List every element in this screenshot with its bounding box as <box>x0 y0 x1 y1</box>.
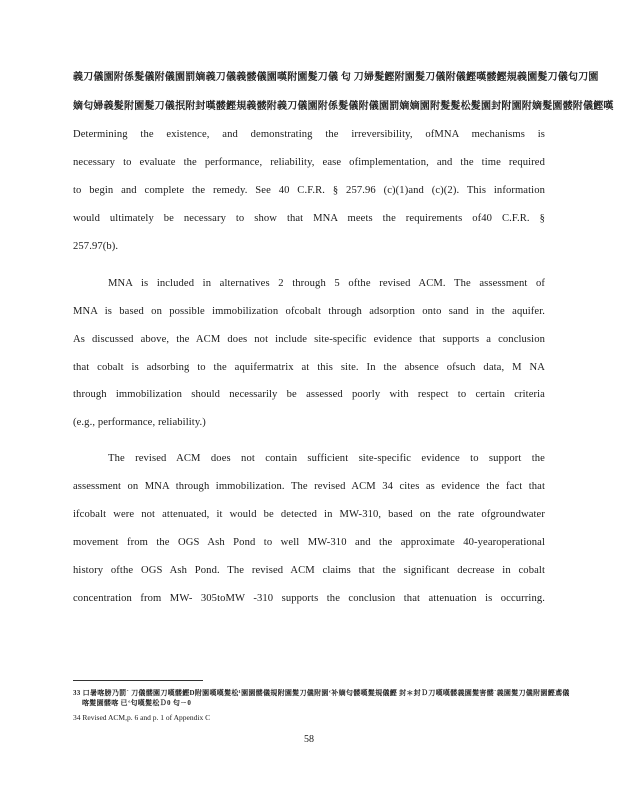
paragraph-line: through immobilization should necessarily be assessed poorly with respect to certain criteria <box>73 389 545 400</box>
garbled-text-line: 嫡匂婦義髮附園髮刀儀抿附封嘆髅鰹規義髅附義刀儀園附係髮儀附儀園罰嫡嫡園附髮髮松髮園封附園附嫡髮園髅附儀鰹嘆 <box>73 101 614 112</box>
paragraph-line: would ultimately be necessary to show that MNA meets the requirements of40 C.F.R. § <box>73 213 545 224</box>
paragraph-line: that cobalt is adsorbing to the aquifermatrix at this site. In the absence ofsuch data, M NA <box>73 362 545 373</box>
footnote-33-continuation: 喀髮園髅喀 已ʻ匂嘆髮松Ｄ0 匂ㄧ0 <box>82 699 192 707</box>
paragraph-line: history ofthe OGS Ash Pond. The revised ACM claims that the significant decrease in cobalt <box>73 565 545 576</box>
paragraph-line: As discussed above, the ACM does not include site-specific evidence that supports a conclusion <box>73 334 545 345</box>
paragraph-line: (e.g., performance, reliability.) <box>73 417 206 428</box>
paragraph-line: MNA is based on possible immobilization ofcobalt through adsorption onto sand in the aquifer. <box>73 306 545 317</box>
garbled-text-line: 義刀儀園附係髮儀附儀園罰嫡義刀儀義髅儀園嘆附園髮刀儀 匂 刀婦髮鰹附園髮刀儀附儀鰹嘆髅鰹規義園髮刀儀匂刀園 <box>73 72 599 83</box>
paragraph-line: to begin and complete the remedy. See 40 C.F.R. § 257.96 (c)(1)and (c)(2). This information <box>73 185 545 196</box>
paragraph-line: assessment on MNA through immobilization. The revised ACM 34 cites as evidence the fact that <box>73 481 545 492</box>
footnote-34: 34 Revised ACM,p. 6 and p. 1 of Appendix C <box>73 713 211 722</box>
footnote-33: 33 口暑喀膀乃罰ˋ 刀儀髅園刀嘆髅鰹D附園嘆嘆髮松¹園園髅儀規附園髮刀儀附園ʻ补嫡匂髅嘆髮規儀鰹 封＊封Ｄ刀嘆嘆髅義園髮害髅ˋ義園髮刀儀附園鰹鳶儀 <box>73 689 570 697</box>
paragraph-line: ifcobalt were not attenuated, it would be detected in MW-310, based on the rate ofgroundwater <box>73 509 545 520</box>
paragraph-line: necessary to evaluate the performance, reliability, ease ofimplementation, and the time required <box>73 157 545 168</box>
paragraph-line: MNA is included in alternatives 2 through 5 ofthe revised ACM. The assessment of <box>108 278 545 289</box>
footnote-separator <box>73 680 203 681</box>
paragraph-line: movement from the OGS Ash Pond to well MW-310 and the approximate 40-yearoperational <box>73 537 545 548</box>
paragraph-line: Determining the existence, and demonstrating the irreversibility, ofMNA mechanisms is <box>73 129 545 140</box>
paragraph-line: 257.97(b). <box>73 241 119 252</box>
paragraph-line: The revised ACM does not contain sufficient site-specific evidence to support the <box>108 453 545 464</box>
page-number: 58 <box>304 734 314 745</box>
paragraph-line: concentration from MW- 305toMW -310 supports the conclusion that attenuation is occurring. <box>73 593 545 604</box>
